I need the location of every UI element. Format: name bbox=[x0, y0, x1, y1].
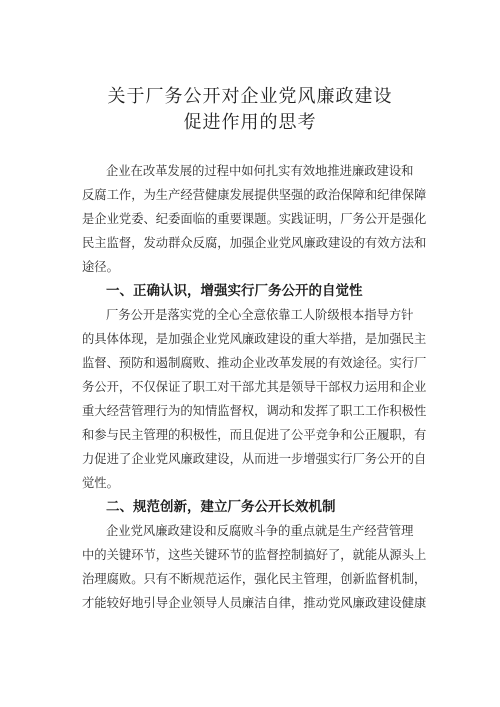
section-2-line: 才能较好地引导企业领导人员廉洁自律，推动党风廉政建设健康 bbox=[82, 596, 427, 610]
section-1-line: 觉性。 bbox=[82, 476, 119, 490]
section-1-line: 力促进了企业党风廉政建设，从而进一步增强实行厂务公开的自 bbox=[82, 452, 427, 466]
intro-paragraph-line: 民主监督，发动群众反腐，加强企业党风廉政建设的有效方法和 bbox=[82, 236, 427, 250]
section-2-line: 企业党风廉政建设和反腐败斗争的重点就是生产经营管理 bbox=[106, 524, 414, 538]
section-2-line: 治理腐败。只有不断规范运作，强化民主管理，创新监督机制， bbox=[82, 572, 427, 586]
section-1-line: 重大经营管理行为的知情监督权，调动和发挥了职工工作积极性 bbox=[82, 404, 427, 418]
document-title-line-1: 关于厂务公开对企业党风廉政建设 bbox=[107, 86, 393, 107]
document-title-line-2: 促进作用的思考 bbox=[183, 112, 317, 133]
section-2-line: 中的关键环节，这些关键环节的监督控制搞好了，就能从源头上 bbox=[82, 548, 427, 562]
intro-paragraph-line: 是企业党委、纪委面临的重要课题。实践证明，厂务公开是强化 bbox=[82, 212, 427, 226]
section-1-line: 监督、预防和遏制腐败、推动企业改革发展的有效途径。实行厂 bbox=[82, 356, 427, 370]
intro-paragraph-line: 途径。 bbox=[82, 260, 119, 274]
section-1-line: 厂务公开是落实党的全心全意依靠工人阶级根本指导方针 bbox=[106, 308, 414, 322]
section-1-line: 的具体体现，是加强企业党风廉政建设的重大举措，是加强民主 bbox=[82, 332, 427, 346]
section-1-line: 和参与民主管理的积极性，而且促进了公平竞争和公正履职，有 bbox=[82, 428, 427, 442]
section-heading-2: 二、规范创新，建立厂务公开长效机制 bbox=[106, 499, 336, 515]
intro-paragraph-line: 企业在改革发展的过程中如何扎实有效地推进廉政建设和 bbox=[106, 164, 414, 178]
section-1-line: 务公开，不仅保证了职工对干部尤其是领导干部权力运用和企业 bbox=[82, 380, 427, 394]
intro-paragraph-line: 反腐工作，为生产经营健康发展提供坚强的政治保障和纪律保障 bbox=[82, 188, 427, 202]
section-heading-1: 一、正确认识，增强实行厂务公开的自觉性 bbox=[106, 283, 363, 299]
